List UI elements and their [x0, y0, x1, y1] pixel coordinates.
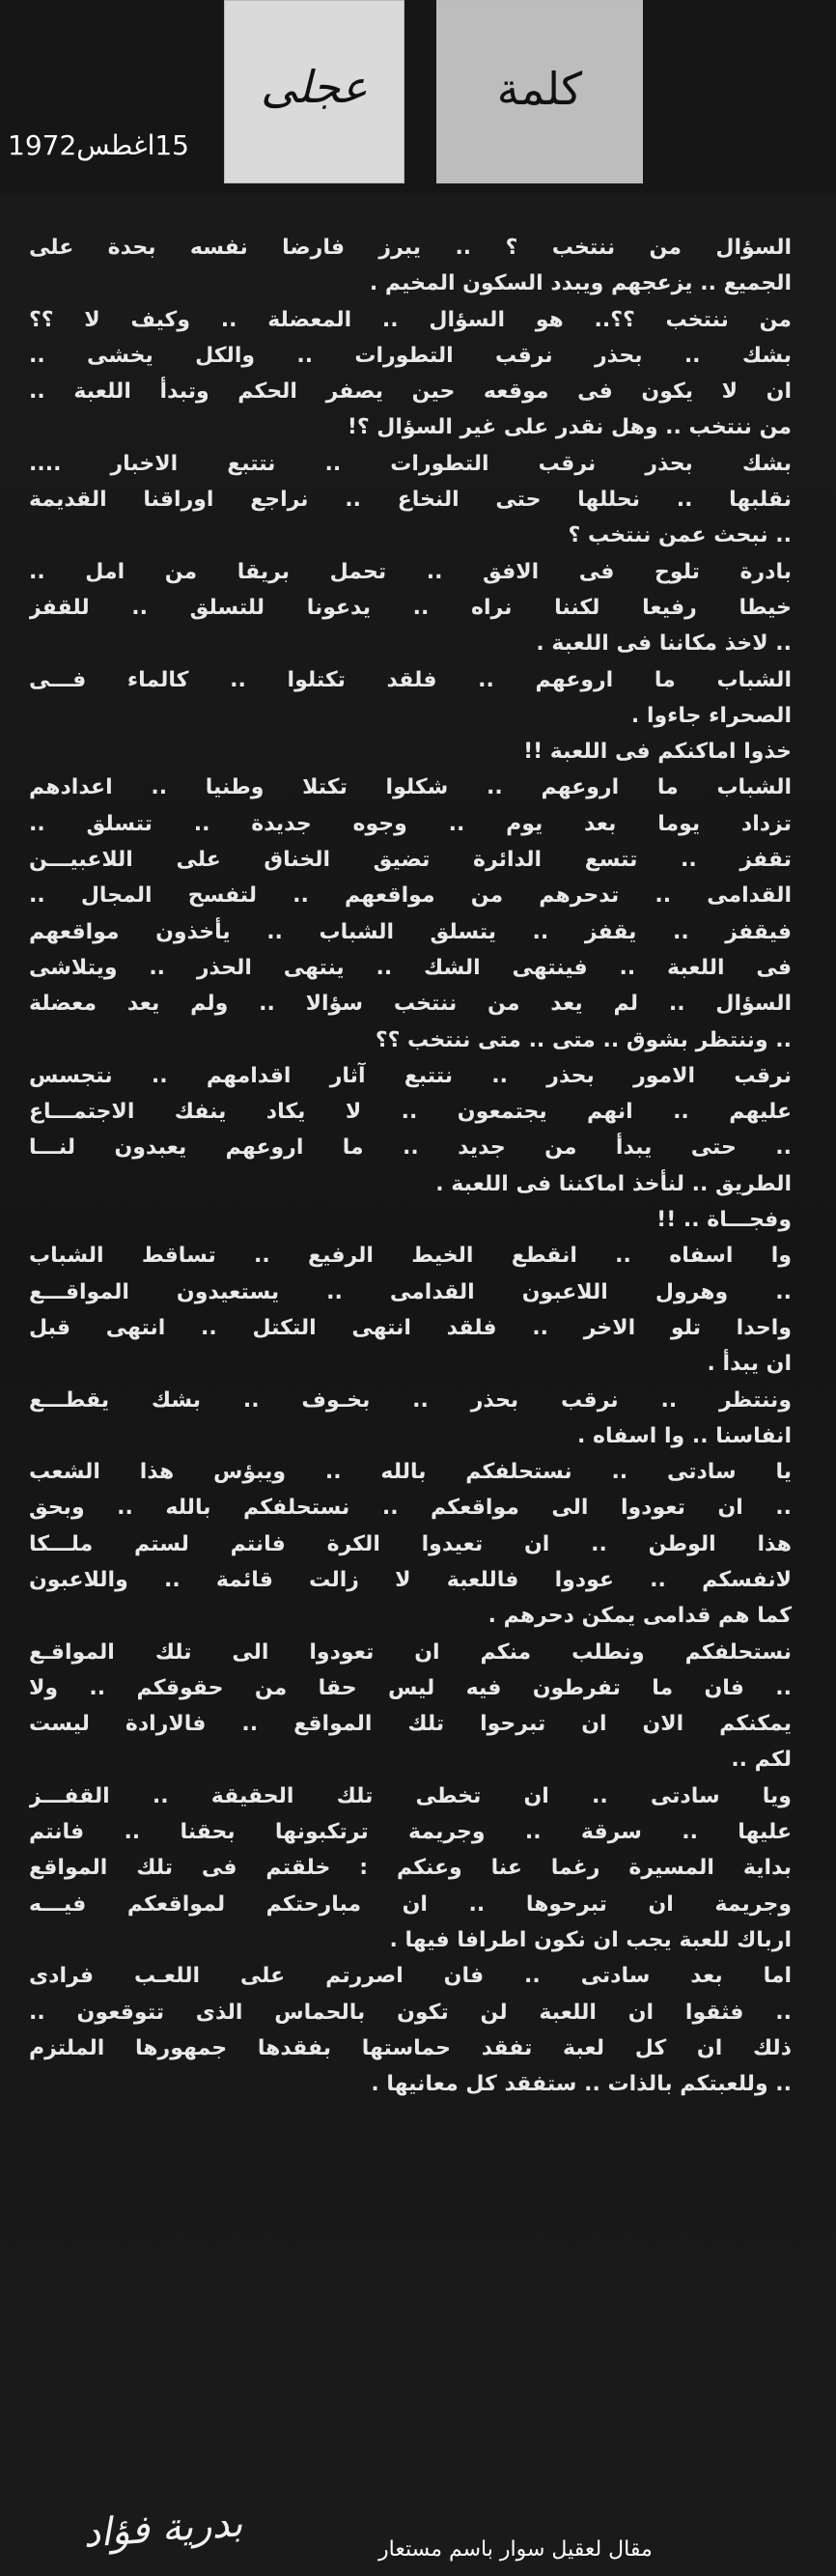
article-line: الطريق .. لنأخذ اماكننا فى اللعبة . — [435, 1171, 792, 1196]
article-line: فيقفز .. يقفز .. يتسلق الشباب .. يأخذون مواقعهم — [29, 919, 792, 944]
article-line: بشك .. بحذر نرقب التطورات .. والكل يخشى .. — [29, 343, 792, 368]
article-line: عليها .. سرقة .. وجريمة ترتكبونها بحقنا .. فانتم — [29, 1820, 792, 1845]
article-line: لانفسكم .. عودوا فاللعبة لا زالت قائمة .. واللاعبون — [29, 1567, 792, 1592]
article-line: بشك بحذر نرقب التطورات .. نتتبع الاخبار .... — [29, 451, 792, 476]
article-line: .. ان تعودوا الى مواقعكم .. نستحلفكم بالله .. وبحق — [29, 1496, 792, 1521]
article-line: من ننتخب ؟؟.. هو السؤال .. المعضلة .. وكيف لا ؟؟ — [29, 307, 792, 332]
article-line: الصحراء جاءوا . — [630, 703, 792, 728]
article-line: .. حتى يبدأ من جديد .. ما اروعهم يعبدون لنـــا — [29, 1135, 792, 1161]
article-line: ارباك للعبة يجب ان نكون اطرافا فيها . — [389, 1927, 792, 1952]
article-line: انفاسنا .. وا اسفاه . — [577, 1423, 792, 1448]
article-line: .. وهرول اللاعبون القدامى .. يستعيدون المواقـــع — [29, 1279, 792, 1304]
article-line: وجريمة ان تبرحوها .. ان مبارحتكم لمواقعكم فيـــه — [29, 1891, 792, 1917]
article-line: تزداد يوما بعد يوم .. وجوه جديدة .. تتسلق .. — [29, 811, 792, 836]
article-line: الشباب ما اروعهم .. فلقد تكتلوا .. كالماء فـــى — [29, 667, 792, 692]
article-body — [29, 230, 801, 2102]
article-line: .. وننتظر بشوق .. متى .. متى ننتخب ؟؟ — [375, 1027, 792, 1052]
column-tag-box — [224, 0, 404, 183]
article-line: السؤال من ننتخب ؟ .. يبرز فارضا نفسه بحدة على — [29, 236, 792, 260]
article-line: كما هم قدامى يمكن دحرهم . — [488, 1604, 792, 1629]
article-line: .. لاخذ مكاننا فى اللعبة . — [536, 631, 792, 657]
article-line: لكم .. — [731, 1748, 792, 1773]
article-line: وفجـــاة .. !! — [656, 1208, 792, 1233]
article-line: .. نبحث عمن ننتخب ؟ — [568, 523, 792, 548]
article-line: الشباب ما اروعهم .. شكلوا تكتلا وطنيا .. اعدادهم — [29, 775, 792, 800]
article-line: بادرة تلوح فى الافق .. تحمل بريقا من امل .. — [29, 559, 792, 584]
article-line: فى اللعبة .. فينتهى الشك .. ينتهى الحذر .. ويتلاشى — [29, 955, 792, 980]
author-signature: بدرية فؤاد — [81, 2501, 244, 2557]
clipping-header — [0, 0, 836, 193]
article-line: ان لا يكون فى موقعه حين يصفر الحكم وتبدأ اللعبة .. — [29, 379, 792, 405]
article-line: نقلبها .. نحللها حتى النخاع .. نراجع اوراقنا القديمة — [29, 488, 792, 513]
article-line: تقفز .. تتسع الدائرة تضيق الخناق على اللاعبيـــن — [29, 848, 792, 873]
article-line: يمكنكم الان ان تبرحوا تلك المواقع .. فالارادة ليست — [29, 1712, 792, 1737]
article-line: ان يبدأ . — [707, 1352, 792, 1377]
article-line: نرقب الامور بحذر .. نتتبع آثار اقدامهم .. نتجسس — [29, 1063, 792, 1088]
article-line: .. فان ما تفرطون فيه ليس حقا من حقوقكم .. ولا — [29, 1675, 792, 1700]
column-tag-urgent: عجلى — [261, 61, 368, 113]
article-line: واحدا تلو الاخر .. فلقد انتهى التكتل .. انتهى قبل — [29, 1315, 792, 1340]
article-line: هذا الوطن .. ان تعيدوا الكرة فانتم لستم ملـــكا — [29, 1531, 792, 1556]
article-line: خذوا اماكنكم فى اللعبة !! — [523, 740, 792, 765]
article-line: نستحلفكم ونطلب منكم ان تعودوا الى تلك المواقـع — [29, 1639, 792, 1665]
article-line: وا اسفاه .. انقطع الخيط الرفيع .. تساقط الشباب — [29, 1244, 792, 1269]
article-line: القدامى .. تدحرهم من مواقعهم .. لتفسح المجال .. — [29, 883, 792, 909]
article-line: عليهم .. انهم يجتمعون .. لا يكاد ينفك الاجتمـــاع — [29, 1100, 792, 1125]
article-line: يا سادتى .. نستحلفكم بالله .. ويبؤس هذا الشعب — [29, 1460, 792, 1485]
article-line: خيطا رفيعا لكننا نراه .. يدعونا للتسلق .. للقفز — [29, 595, 792, 620]
column-tag-word: كلمة — [496, 63, 583, 115]
article-line: .. وللعبتكم بالذات .. ستفقد كل معانيها . — [371, 2072, 792, 2097]
article-line: اما بعد سادتى .. فان اصررتم على اللعـب فرادى — [29, 1964, 792, 1989]
article-line: الجميع .. يزعجهم ويبدد السكون المخيم . — [369, 271, 792, 296]
article-line: ويا سادتى .. ان تخطى تلك الحقيقة .. القفـــز — [29, 1783, 792, 1808]
article-line: ذلك ان كل لعبة تفقد حماستها بفقدها جمهورها الملتزم — [29, 2035, 792, 2060]
article-credit: مقال لعقيل سوار باسم مستعار — [378, 2537, 653, 2562]
article-line: وننتظر .. نرقب بحذر .. بخـوف .. بشك يقطـــع — [29, 1387, 792, 1413]
article-line: السؤال .. لم يعد من ننتخب سؤالا .. ولم يعد معضلة — [29, 992, 792, 1017]
publication-date: 15اغطس1972 — [8, 129, 189, 161]
article-line: .. فثقوا ان اللعبة لن تكون بالحماس الذى تتوقعون .. — [29, 2000, 792, 2025]
article-line: بداية المسيرة رغما عنا وعنكم : خلقتم فى تلك المواقع — [29, 1856, 792, 1881]
article-line: من ننتخب .. وهل نقدر على غير السؤال ؟! — [347, 415, 792, 440]
column-tag-box — [436, 0, 643, 183]
